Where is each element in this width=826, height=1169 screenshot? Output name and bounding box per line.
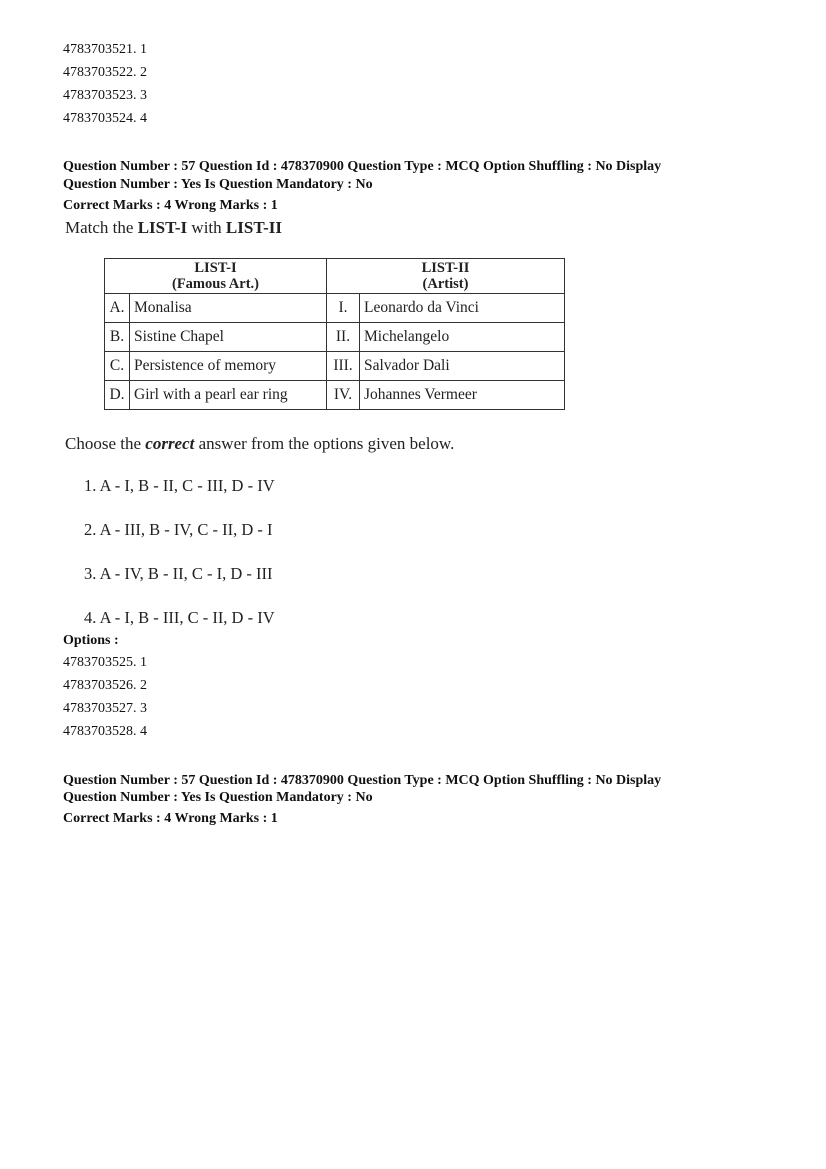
list2-header-title: LIST-II	[421, 260, 470, 276]
option-2: 4783703526. 2	[63, 678, 147, 693]
match-prefix: Match the	[65, 218, 138, 237]
choose-prefix: Choose the	[65, 434, 146, 453]
choose-instruction	[65, 434, 454, 454]
row-artist: Michelangelo	[360, 323, 565, 352]
answer-choice-2: 2. A - III, B - IV, C - II, D - I	[84, 520, 273, 539]
row-artist: Salvador Dali	[360, 352, 565, 381]
prev-option-4: 4783703524. 4	[63, 111, 147, 126]
answer-choice-1: 1. A - I, B - II, C - III, D - IV	[84, 476, 275, 495]
row-artist: Johannes Vermeer	[360, 381, 565, 410]
question-header-line1: Question Number : 57 Question Id : 478370900 Question Type : MCQ Option Shuffling : No Display	[63, 159, 662, 174]
option-4: 4783703528. 4	[63, 724, 147, 739]
choose-suffix: answer from the options given below.	[194, 434, 455, 453]
row-art: Monalisa	[130, 294, 327, 323]
row-num: III.	[327, 352, 360, 381]
prev-option-3: 4783703523. 3	[63, 88, 147, 103]
row-art: Girl with a pearl ear ring	[130, 381, 327, 410]
answer-choice-4: 4. A - I, B - III, C - II, D - IV	[84, 608, 275, 627]
row-art: Persistence of memory	[130, 352, 327, 381]
match-instruction	[65, 218, 282, 238]
options-label: Options :	[63, 633, 119, 648]
row-key: A.	[105, 294, 130, 323]
match-table	[104, 258, 565, 410]
row-num: II.	[327, 323, 360, 352]
option-1: 4783703525. 1	[63, 655, 147, 670]
row-artist: Leonardo da Vinci	[360, 294, 565, 323]
match-list2: LIST-II	[225, 218, 282, 237]
choose-emphasis: correct	[145, 434, 195, 453]
row-num: I.	[327, 294, 360, 323]
answer-choice-3: 3. A - IV, B - II, C - I, D - III	[84, 564, 273, 583]
next-question-header-line1: Question Number : 57 Question Id : 478370900 Question Type : MCQ Option Shuffling : No Display	[63, 773, 662, 788]
row-key: B.	[105, 323, 130, 352]
table-row	[105, 352, 565, 381]
row-art: Sistine Chapel	[130, 323, 327, 352]
list1-header-sub: (Famous Art.)	[172, 276, 259, 292]
prev-option-2: 4783703522. 2	[63, 65, 147, 80]
question-marks: Correct Marks : 4 Wrong Marks : 1	[63, 198, 278, 213]
list1-header	[105, 259, 327, 294]
list2-header	[327, 259, 565, 294]
table-row	[105, 323, 565, 352]
next-question-header-line2: Question Number : Yes Is Question Mandatory : No	[63, 790, 373, 805]
option-3: 4783703527. 3	[63, 701, 147, 716]
table-row	[105, 381, 565, 410]
row-key: D.	[105, 381, 130, 410]
question-header-line2: Question Number : Yes Is Question Mandatory : No	[63, 177, 373, 192]
match-with: with	[187, 218, 226, 237]
table-row	[105, 294, 565, 323]
list1-header-title: LIST-I	[194, 260, 237, 276]
table-header-row	[105, 259, 565, 294]
list2-header-sub: (Artist)	[422, 276, 469, 292]
row-key: C.	[105, 352, 130, 381]
next-question-marks: Correct Marks : 4 Wrong Marks : 1	[63, 811, 278, 826]
match-list1: LIST-I	[137, 218, 188, 237]
row-num: IV.	[327, 381, 360, 410]
prev-option-1: 4783703521. 1	[63, 42, 147, 57]
